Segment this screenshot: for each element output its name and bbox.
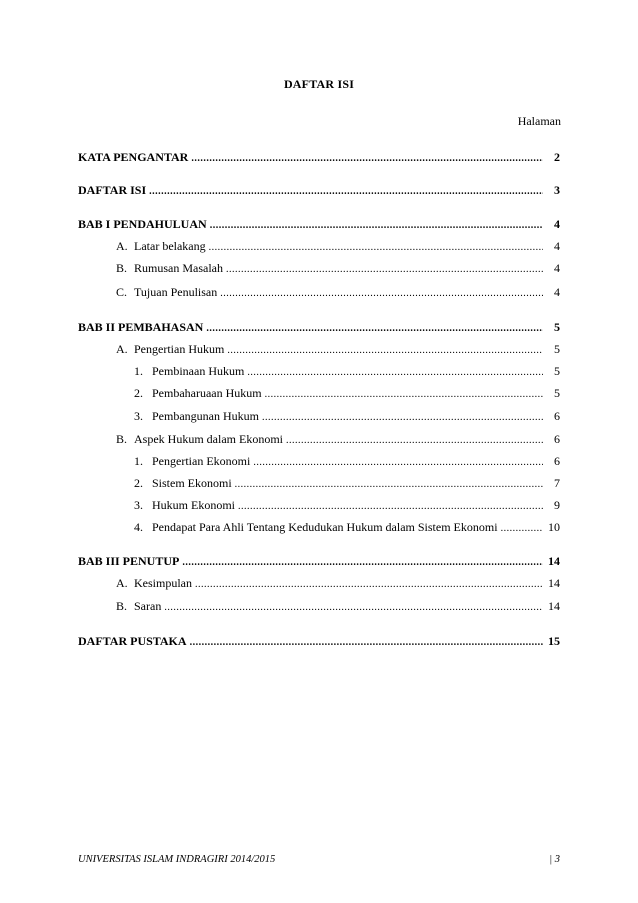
toc-entry-text: Rumusan Masalah	[134, 261, 223, 275]
toc-entry-text: Sistem Ekonomi	[152, 476, 232, 490]
toc-entry	[78, 149, 560, 165]
toc-leader-dots	[220, 286, 543, 302]
toc-entry-page: 5	[554, 386, 560, 400]
toc-leader-dots	[195, 577, 543, 593]
toc-leader-dots	[265, 387, 543, 403]
toc-leader-dots	[286, 433, 543, 449]
toc-leader-dots	[247, 365, 543, 381]
page-column-label: Halaman	[517, 114, 561, 128]
toc-entry-marker: 3.	[134, 409, 143, 423]
toc-entry-page: 14	[548, 554, 560, 568]
toc-entry	[116, 238, 560, 254]
toc-entry	[78, 216, 560, 232]
toc-entry-text: Latar belakang	[134, 239, 206, 253]
toc-leader-dots	[210, 218, 543, 234]
toc-entry-label	[116, 238, 206, 254]
toc-entry-page: 2	[554, 150, 560, 164]
toc-leader-dots	[191, 151, 543, 167]
toc-entry	[134, 363, 560, 379]
toc-entry	[78, 553, 560, 569]
toc-leader-dots	[226, 262, 543, 278]
footer-page-number: | 3	[549, 854, 560, 865]
toc-entry-text: Pembangunan Hukum	[152, 409, 259, 423]
toc-entry-text: Pengertian Ekonomi	[152, 454, 251, 468]
toc-entry-text: Hukum Ekonomi	[152, 498, 235, 512]
toc-entry-page: 14	[548, 576, 560, 590]
toc-entry	[116, 431, 560, 447]
toc-entry	[134, 385, 560, 401]
toc-entry	[78, 319, 560, 335]
toc-entry-label	[116, 260, 223, 276]
toc-entry-page: 7	[554, 476, 560, 490]
toc-entry-text: KATA PENGANTAR	[78, 150, 189, 164]
toc-entry	[116, 575, 560, 591]
toc-entry-page: 9	[554, 498, 560, 512]
toc-entry-label	[78, 553, 179, 569]
toc-entry-text: Tujuan Penulisan	[134, 285, 218, 299]
toc-entry-page: 10	[548, 520, 560, 534]
toc-entry-marker: 1.	[134, 454, 143, 468]
toc-entry-label	[116, 341, 224, 357]
toc-entry-page: 4	[554, 217, 560, 231]
toc-leader-dots	[149, 184, 543, 200]
toc-entry-label	[116, 575, 192, 591]
toc-entry-text: Saran	[134, 599, 162, 613]
toc-entry-page: 6	[554, 432, 560, 446]
toc-leader-dots	[238, 499, 543, 515]
toc-entry-text: BAB II PEMBAHASAN	[78, 320, 204, 334]
toc-entry-page: 3	[554, 183, 560, 197]
toc-entry-marker: 2.	[134, 476, 143, 490]
toc-entry-text: Aspek Hukum dalam Ekonomi	[134, 432, 283, 446]
toc-entry-page: 5	[554, 320, 560, 334]
toc-leader-dots	[235, 477, 543, 493]
toc-leader-dots	[501, 521, 543, 537]
toc-entry	[134, 519, 560, 535]
toc-entry-page: 15	[548, 634, 560, 648]
toc-entry-label	[134, 497, 235, 513]
toc-entry-marker: 1.	[134, 364, 143, 378]
toc-entry-label	[134, 408, 259, 424]
toc-entry-marker: A.	[116, 342, 128, 356]
toc-entry-text: DAFTAR ISI	[78, 183, 147, 197]
toc-entry	[134, 475, 560, 491]
toc-entry-marker: 2.	[134, 386, 143, 400]
toc-entry-label	[134, 385, 262, 401]
toc-entry	[134, 497, 560, 513]
toc-entry-marker: A.	[116, 576, 128, 590]
toc-entry-marker: 3.	[134, 498, 143, 512]
toc-entry-label	[78, 149, 188, 165]
toc-leader-dots	[209, 240, 543, 256]
toc-entry	[78, 633, 560, 649]
toc-entry-label	[134, 519, 498, 535]
toc-entry-label	[134, 475, 232, 491]
toc-entry	[78, 182, 560, 198]
toc-entry-text: Pendapat Para Ahli Tentang Kedudukan Hukum dalam Sistem Ekonomi	[152, 520, 498, 534]
toc-leader-dots	[206, 321, 543, 337]
toc-entry-text: BAB I PENDAHULUAN	[78, 217, 207, 231]
toc-entry-label	[134, 453, 250, 469]
toc-entry-page: 4	[554, 285, 560, 299]
toc-entry-label	[116, 431, 283, 447]
toc-entry	[116, 598, 560, 614]
toc-entry-label	[78, 633, 187, 649]
toc-entry-label	[78, 182, 146, 198]
toc-entry-label	[78, 319, 203, 335]
toc-entry-text: Pengertian Hukum	[134, 342, 225, 356]
toc-entry-page: 5	[554, 342, 560, 356]
toc-entry-marker: B.	[116, 599, 128, 613]
toc-entry-page: 6	[554, 454, 560, 468]
toc-entry-marker: C.	[116, 285, 128, 299]
toc-entry-text: Kesimpulan	[134, 576, 192, 590]
toc-entry-page: 6	[554, 409, 560, 423]
toc-entry-label	[78, 216, 207, 232]
toc-leader-dots	[227, 343, 543, 359]
toc-entry-page: 14	[548, 599, 560, 613]
toc-leader-dots	[253, 455, 543, 471]
toc-entry	[116, 260, 560, 276]
page-footer	[78, 854, 560, 865]
toc-entry	[134, 408, 560, 424]
toc-entry-marker: B.	[116, 432, 128, 446]
toc-entry	[116, 341, 560, 357]
toc-entry-page: 4	[554, 239, 560, 253]
toc-entry-page: 4	[554, 261, 560, 275]
toc-entry-label	[116, 598, 161, 614]
toc-entry-page: 5	[554, 364, 560, 378]
toc-entry-text: Pembinaan Hukum	[152, 364, 245, 378]
toc-entry-marker: B.	[116, 261, 128, 275]
toc-leader-dots	[190, 635, 543, 651]
toc-leader-dots	[262, 410, 543, 426]
toc-entry-text: DAFTAR PUSTAKA	[78, 634, 187, 648]
toc-entry-text: BAB III PENUTUP	[78, 554, 180, 568]
page-title: DAFTAR ISI	[283, 77, 355, 91]
toc-entry	[116, 284, 560, 300]
toc-leader-dots	[182, 555, 543, 571]
toc-entry	[134, 453, 560, 469]
toc-entry-marker: A.	[116, 239, 128, 253]
toc-entry-marker: 4.	[134, 520, 143, 534]
toc-entry-text: Pembaharuaan Hukum	[152, 386, 262, 400]
footer-institution: UNIVERSITAS ISLAM INDRAGIRI 2014/2015	[78, 854, 276, 865]
toc-entry-label	[134, 363, 244, 379]
toc-leader-dots	[164, 600, 543, 616]
toc-entry-label	[116, 284, 217, 300]
